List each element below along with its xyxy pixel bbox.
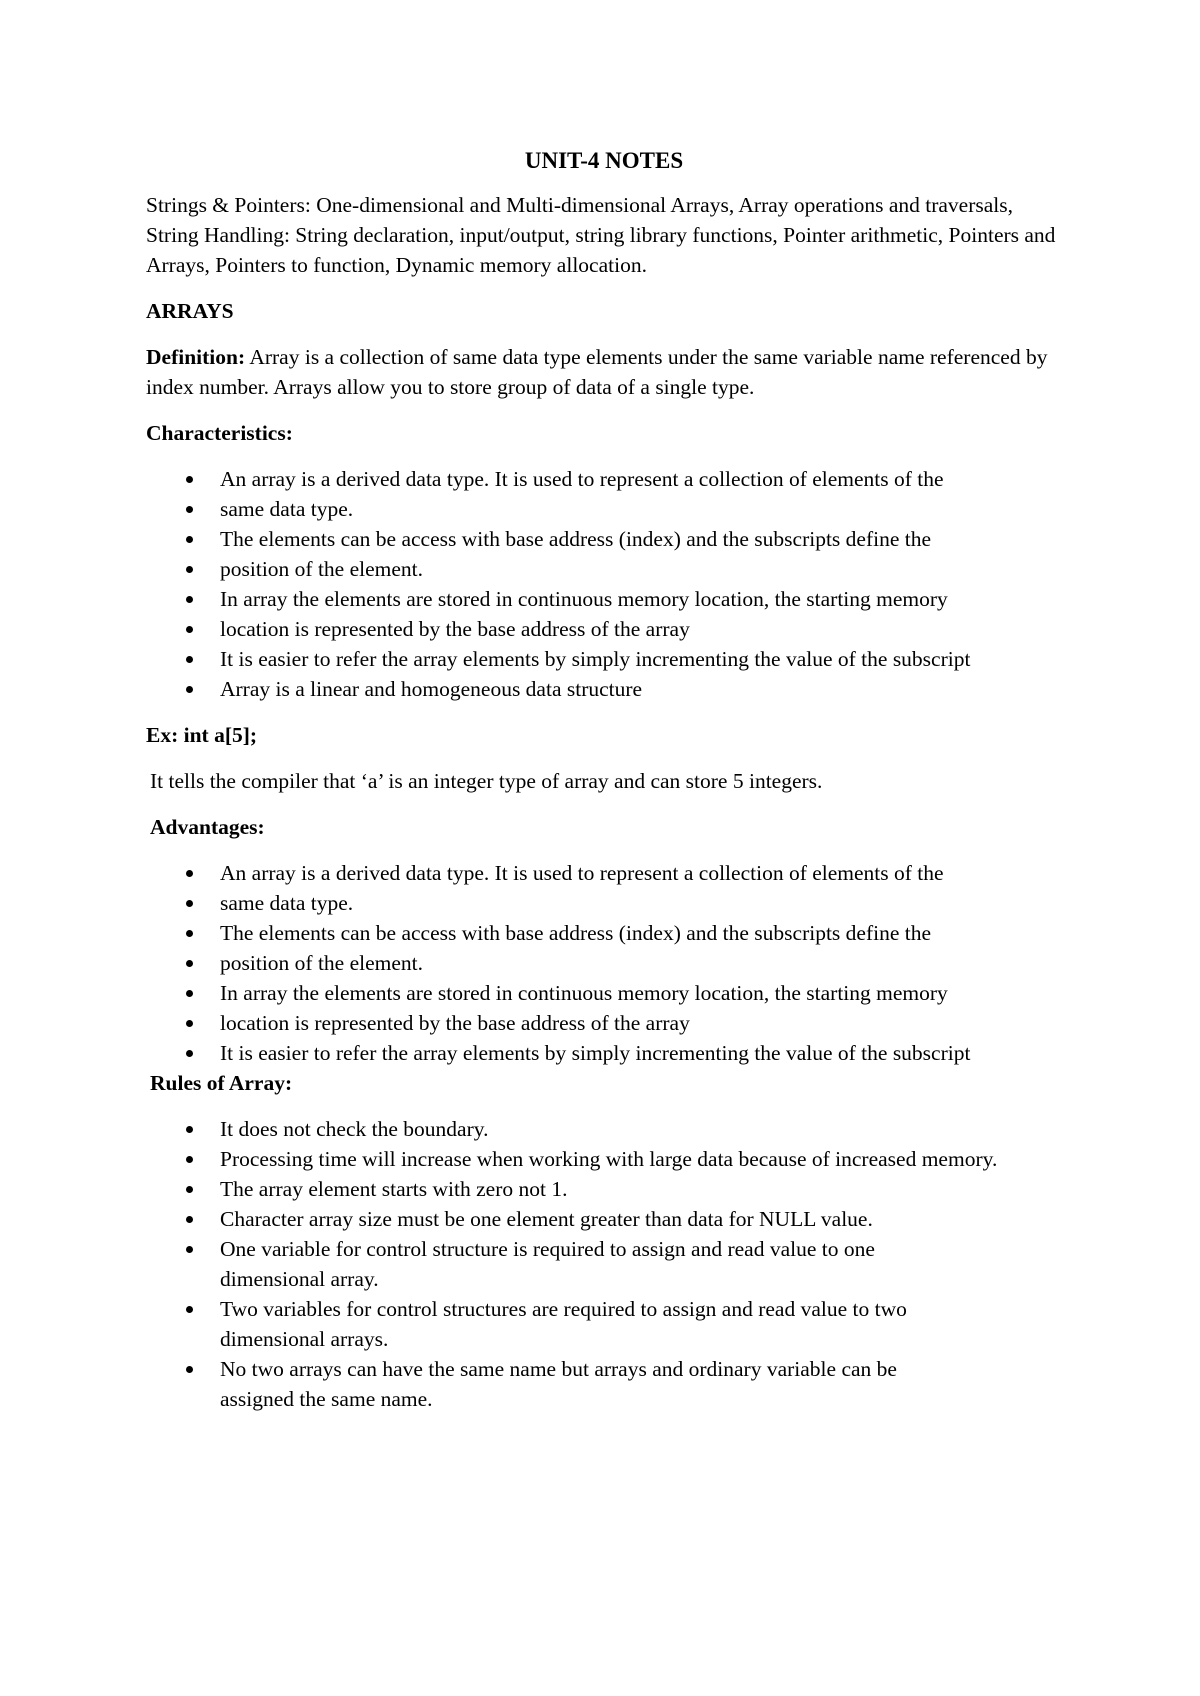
characteristics-heading: Characteristics: [146,421,293,445]
list-item: The elements can be access with base address (index) and the subscripts define the [146,918,1062,948]
list-item: It is easier to refer the array elements by simply incrementing the value of the subscript [146,644,1062,674]
list-item: No two arrays can have the same name but arrays and ordinary variable can be assigned the same name. [146,1354,1062,1414]
list-item: The array element starts with zero not 1. [146,1174,1062,1204]
list-item: The elements can be access with base address (index) and the subscripts define the [146,524,1062,554]
list-item: It does not check the boundary. [146,1114,1062,1144]
list-item: Character array size must be one element greater than data for NULL value. [146,1204,1062,1234]
advantages-heading: Advantages: [150,815,265,839]
rules-list [146,1114,1062,1414]
list-item: position of the element. [146,948,1062,978]
advantages-list [146,858,1062,1068]
intro-paragraph: Strings & Pointers: One-dimensional and Multi-dimensional Arrays, Array operations and traversals, String Handling: String declaration, input/output, string library functions, Pointer arithmetic, Pointers and Arrays, Pointers to function, Dynamic memory allocation. [146,193,1056,277]
definition-text: Array is a collection of same data type elements under the same variable name referenced by index number. Arrays allow you to store group of data of a single type. [146,345,1048,399]
list-item: location is represented by the base address of the array [146,614,1062,644]
rules-heading: Rules of Array: [150,1071,293,1095]
list-item: location is represented by the base address of the array [146,1008,1062,1038]
example-code: Ex: int a[5]; [146,723,258,747]
list-item: same data type. [146,888,1062,918]
list-item: Two variables for control structures are required to assign and read value to two dimensional arrays. [146,1294,1062,1354]
document-content [146,146,1062,1430]
arrays-heading: ARRAYS [146,299,234,323]
list-item: An array is a derived data type. It is used to represent a collection of elements of the [146,858,1062,888]
page-title: UNIT-4 NOTES [524,148,684,173]
list-item: same data type. [146,494,1062,524]
list-item: It is easier to refer the array elements by simply incrementing the value of the subscript [146,1038,1062,1068]
example-explanation: It tells the compiler that ‘a’ is an integer type of array and can store 5 integers. [150,769,823,793]
list-item: Array is a linear and homogeneous data structure [146,674,1062,704]
definition-label: Definition: [146,345,246,369]
list-item: In array the elements are stored in continuous memory location, the starting memory [146,584,1062,614]
list-item: In array the elements are stored in continuous memory location, the starting memory [146,978,1062,1008]
list-item: An array is a derived data type. It is used to represent a collection of elements of the [146,464,1062,494]
list-item: Processing time will increase when working with large data because of increased memory. [146,1144,1062,1174]
characteristics-list [146,464,1062,704]
definition-paragraph [146,342,1062,402]
list-item: position of the element. [146,554,1062,584]
list-item: One variable for control structure is required to assign and read value to one dimensional array. [146,1234,1062,1294]
